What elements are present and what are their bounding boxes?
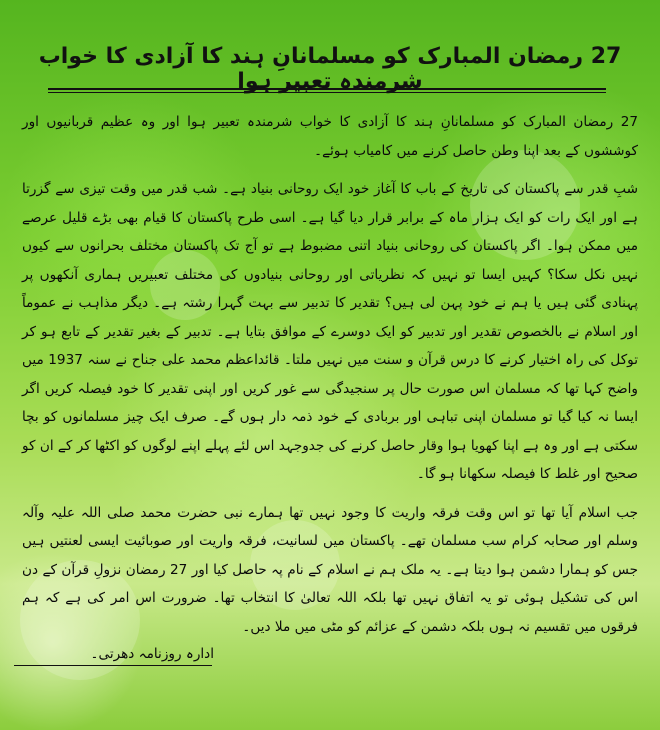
signature-underline [14,665,212,666]
signature: ادارہ روزنامہ دھرتی۔ [90,646,214,662]
article-body [22,108,638,641]
title-underline [48,88,606,93]
paragraph-1: 27 رمضان المبارک کو مسلمانانِ ہند کا آزادی کا خواب شرمندہ تعبیر ہوا اور وہ عظیم قربانیوں اور کوششوں کے بعد اپنا وطن حاصل کرنے میں کامیاب ہوئے۔ [22,114,638,159]
article-title: 27 رمضان المبارک کو مسلمانانِ ہند کا آزادی کا خواب شرمندہ تعبیر ہوا [38,44,622,94]
paragraph-3: جب اسلام آیا تھا تو اس وقت فرقہ واریت کا وجود نہیں تھا ہمارے نبی حضرت محمد صلی اللہ علیہ وآلہ وسلم اور صحابہ کرام سب مسلمان تھے۔ پاکستان میں لسانیت، فرقہ واریت اور صوبائیت ایسی لعنتیں ہیں جس کو ہمارا دشمن ہوا دیتا ہے۔ یہ ملک ہم نے اسلام کے نام پہ حاصل کیا اور 27 رمضان نزولِ قرآن کے دن اس کی تشکیل ہوئی تو یہ اتفاق نہیں تھا بلکہ اللہ تعالیٰ کا انتخاب تھا۔ ضرورت اس امر کی ہے کہ ہم فرقوں میں تقسیم نہ ہوں بلکہ دشمن کے عزائم کو مٹی میں ملا دیں۔ [22,504,638,635]
paragraph-2: شبِ قدر سے پاکستان کی تاریخ کے باب کا آغاز خود ایک روحانی بنیاد ہے۔ شب قدر میں وقت تیزی سے گزرتا ہے اور ایک رات کو ایک ہزار ماہ کے برابر قرار دیا گیا ہے۔ اسی طرح پاکستان کا قیام بھی بڑے قلیل عرصے میں ممکن ہوا۔ اگر پاکستان کی روحانی بنیاد اتنی مضبوط ہے تو آج تک پاکستان مختلف بحرانوں سے کیوں نہیں نکل سکا؟ کہیں ایسا تو نہیں کہ نظریاتی اور روحانی بنیادوں کی مختلف تعبیریں ہماری آنکھوں پر پہنادی گئی ہیں یا ہم نے خود پہن لی ہیں؟ تقدیر کا تدبیر سے بہت گہرا رشتہ ہے۔ دیگر مذاہب نے عموماً اور اسلام نے بالخصوص تقدیر اور تدبیر کو ایک دوسرے کے موافق بتایا ہے۔ تدبیر کے بغیر تقدیر کے تابع ہو کر توکل کی راہ اختیار کرنے کا درس قرآن و سنت میں نہیں ملتا۔ قائداعظم محمد علی جناح نے سنہ 1937 میں واضح کہا تھا کہ مسلمان اس صورت حال پر سنجیدگی سے غور کریں اور اپنی تقدیر کا خود فیصلہ کریں اگر ایسا نہ کیا گیا تو مسلمان اپنی تباہی اور بربادی کے خود ذمہ دار ہوں گے۔ صرف ایک چیز مسلمانوں کو بچا سکتی ہے اور وہ ہے اپنا کھویا ہوا وقار حاصل کرنے کی جدوجہد اس لئے پہلے اپنے لوگوں کو اکٹھا کر کے ان کو صحیح اور غلط کا فیصلہ سکھانا ہو گا۔ [22,181,638,482]
